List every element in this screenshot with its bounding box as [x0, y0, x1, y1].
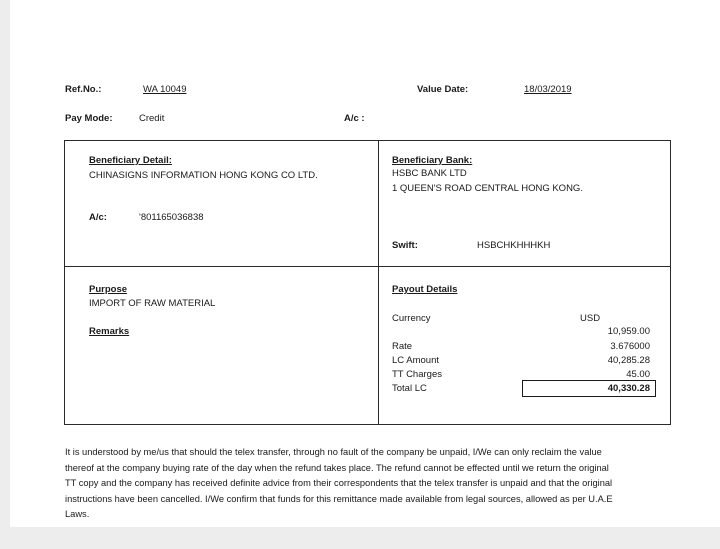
- bank-name: HSBC BANK LTD: [392, 168, 467, 179]
- lc-amount-value: 40,285.28: [607, 355, 650, 366]
- remarks-heading: Remarks: [89, 326, 130, 337]
- ref-no-label: Ref.No.:: [65, 84, 102, 95]
- lc-amount-label: LC Amount: [392, 355, 439, 366]
- disclaimer-line: TT copy and the company has received definite advice from their correspondents that the telex transfer is unpaid and that the original: [65, 478, 613, 489]
- tt-charges-value: 45.00: [626, 369, 650, 380]
- tt-charges-label: TT Charges: [392, 369, 442, 380]
- rate-label: Rate: [392, 341, 413, 352]
- pay-mode-value: Credit: [139, 113, 165, 124]
- swift-value: HSBCHKHHHKH: [477, 240, 551, 251]
- value-date: 18/03/2019: [524, 84, 572, 95]
- value-date-label: Value Date:: [417, 84, 469, 95]
- disclaimer-line: instructions have been cancelled. I/We confirm that funds for this remittance made available from legal sources, allowed as per U.A.E: [65, 493, 613, 504]
- currency-label: Currency: [392, 313, 431, 324]
- grid-divider-vertical: [378, 140, 379, 424]
- disclaimer-line: thereof at the company buying rate of the day when the refund takes place. The refund cannot be effected until we return the original: [65, 462, 609, 473]
- currency-value: USD: [580, 313, 601, 324]
- disclaimer-line: Laws.: [65, 509, 90, 520]
- beneficiary-name: CHINASIGNS INFORMATION HONG KONG CO LTD.: [89, 170, 318, 181]
- grid-divider-horizontal: [64, 266, 670, 267]
- beneficiary-heading: Beneficiary Detail:: [89, 155, 172, 166]
- beneficiary-ac-label: A/c:: [89, 212, 107, 223]
- purpose-value: IMPORT OF RAW MATERIAL: [89, 298, 216, 309]
- beneficiary-ac-value: '801165036838: [139, 212, 204, 223]
- pay-mode-label: Pay Mode:: [65, 113, 113, 124]
- bank-address: 1 QUEEN'S ROAD CENTRAL HONG KONG.: [392, 183, 583, 194]
- total-lc-label: Total LC: [392, 383, 427, 394]
- disclaimer-text: [65, 445, 665, 523]
- purpose-heading: Purpose: [89, 284, 128, 295]
- bank-heading: Beneficiary Bank:: [392, 155, 473, 166]
- total-lc-value: 40,330.28: [607, 383, 650, 394]
- disclaimer-line: It is understood by me/us that should the telex transfer, through no fault of the company be unpaid, I/We can only reclaim the value: [65, 447, 602, 457]
- account-label: A/c :: [344, 113, 365, 124]
- amount-value: 10,959.00: [607, 326, 650, 337]
- payout-heading: Payout Details: [392, 284, 458, 295]
- ref-no-value: WA 10049: [143, 84, 187, 95]
- swift-label: Swift:: [392, 240, 418, 251]
- rate-value: 3.676000: [610, 341, 650, 352]
